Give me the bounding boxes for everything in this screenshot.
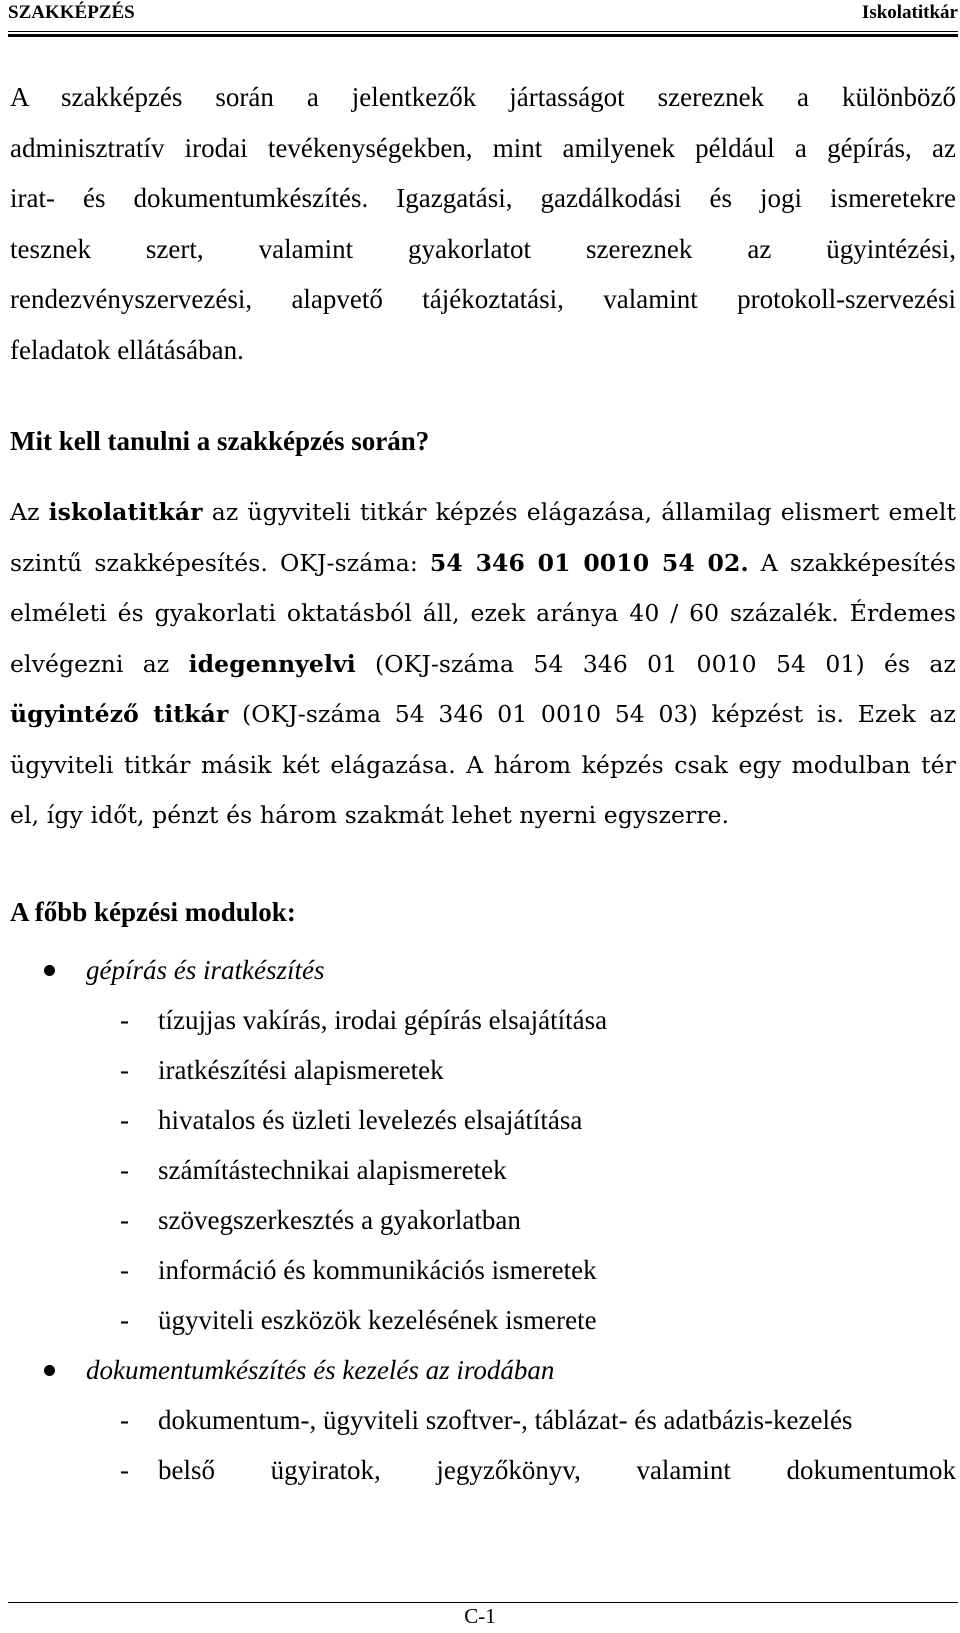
bullet-dot-icon bbox=[44, 965, 55, 976]
intro-paragraph bbox=[10, 72, 956, 375]
intro-line: irat- és dokumentumkészítés. Igazgatási, gazdálkodási és jogi ismeretekre bbox=[10, 183, 956, 213]
module-item-text: dokumentum-, ügyviteli szoftver-, táblázat- és adatbázis-kezelés bbox=[158, 1405, 853, 1435]
dash-marker: - bbox=[120, 1405, 129, 1435]
text-run: Az bbox=[10, 498, 49, 526]
dash-marker: - bbox=[120, 1455, 129, 1485]
module-item-text: tízujjas vakírás, irodai gépírás elsajátítása bbox=[158, 1005, 608, 1035]
intro-line: feladatok ellátásában. bbox=[10, 334, 244, 365]
header-rule-thick bbox=[8, 34, 958, 37]
module-item-text: információ és kommunikációs ismeretek bbox=[158, 1255, 597, 1285]
text-run: az ügyviteli titkár képzés elágazása, államilag elismert emelt szintű szakképesítés. OKJ-száma: bbox=[10, 498, 956, 577]
learning-paragraph bbox=[10, 487, 956, 841]
module-item-text: belső ügyiratok, jegyzőkönyv, valamint dokumentumok bbox=[158, 1455, 956, 1485]
bold-iskolatitkar: iskolatitkár bbox=[48, 498, 203, 526]
page-number: C-1 bbox=[464, 1604, 496, 1628]
footer-rule bbox=[8, 1602, 958, 1603]
dash-marker: - bbox=[120, 1155, 129, 1185]
header-left: SZAKKÉPZÉS bbox=[8, 2, 135, 23]
dash-marker: - bbox=[120, 1205, 129, 1235]
intro-line: rendezvényszervezési, alapvető tájékoztatási, valamint protokoll-szervezési bbox=[10, 284, 956, 314]
dash-marker: - bbox=[120, 1255, 129, 1285]
dash-marker: - bbox=[120, 1055, 129, 1085]
header-rule-thin bbox=[8, 31, 958, 32]
module-item-text: számítástechnikai alapismeretek bbox=[158, 1155, 507, 1185]
module-item-text: ügyviteli eszközök kezelésének ismerete bbox=[158, 1305, 597, 1335]
dash-marker: - bbox=[120, 1305, 129, 1335]
module-item-text: szövegszerkesztés a gyakorlatban bbox=[158, 1205, 521, 1235]
module-item-text: hivatalos és üzleti levelezés elsajátítása bbox=[158, 1105, 583, 1135]
text-run: (OKJ-száma 54 346 01 0010 54 03) képzést is. Ezek az ügyviteli titkár másik két elágazása. A három képzés csak egy modulban tér el, így időt, pénzt és három szakmát lehet nyerni egyszerre. bbox=[10, 700, 956, 829]
section-heading-learning: Mit kell tanulni a szakképzés során? bbox=[10, 426, 430, 456]
section-heading-modules: A főbb képzési modulok: bbox=[10, 897, 296, 927]
page-header bbox=[8, 0, 958, 30]
text-run: (OKJ-száma 54 346 01 0010 54 01) és az bbox=[355, 649, 956, 678]
intro-line: A szakképzés során a jelentkezők jártasságot szereznek a különböző bbox=[10, 82, 956, 112]
module-item-text: iratkészítési alapismeretek bbox=[158, 1055, 444, 1085]
intro-line: adminisztratív irodai tevékenységekben, mint amilyenek például a gépírás, az bbox=[10, 132, 956, 163]
module-title: dokumentumkészítés és kezelés az irodában bbox=[86, 1355, 555, 1385]
text-run: A szakképesítés elméleti és gyakorlati oktatásból áll, ezek aránya 40 / 60 százalék. Érdemes elvégezni az bbox=[10, 548, 956, 678]
dash-marker: - bbox=[120, 1005, 129, 1035]
bold-okj-number: 54 346 01 0010 54 02. bbox=[429, 548, 749, 577]
bold-ugyintezo-titkar: ügyintéző titkár bbox=[10, 700, 229, 728]
intro-line: tesznek szert, valamint gyakorlatot szereznek az ügyintézési, bbox=[10, 233, 956, 264]
header-right: Iskolatitkár bbox=[861, 2, 958, 23]
module-title: gépírás és iratkészítés bbox=[86, 955, 325, 985]
bold-idegennyelvi: idegennyelvi bbox=[188, 649, 356, 678]
bullet-dot-icon bbox=[44, 1365, 55, 1376]
dash-marker: - bbox=[120, 1105, 129, 1135]
